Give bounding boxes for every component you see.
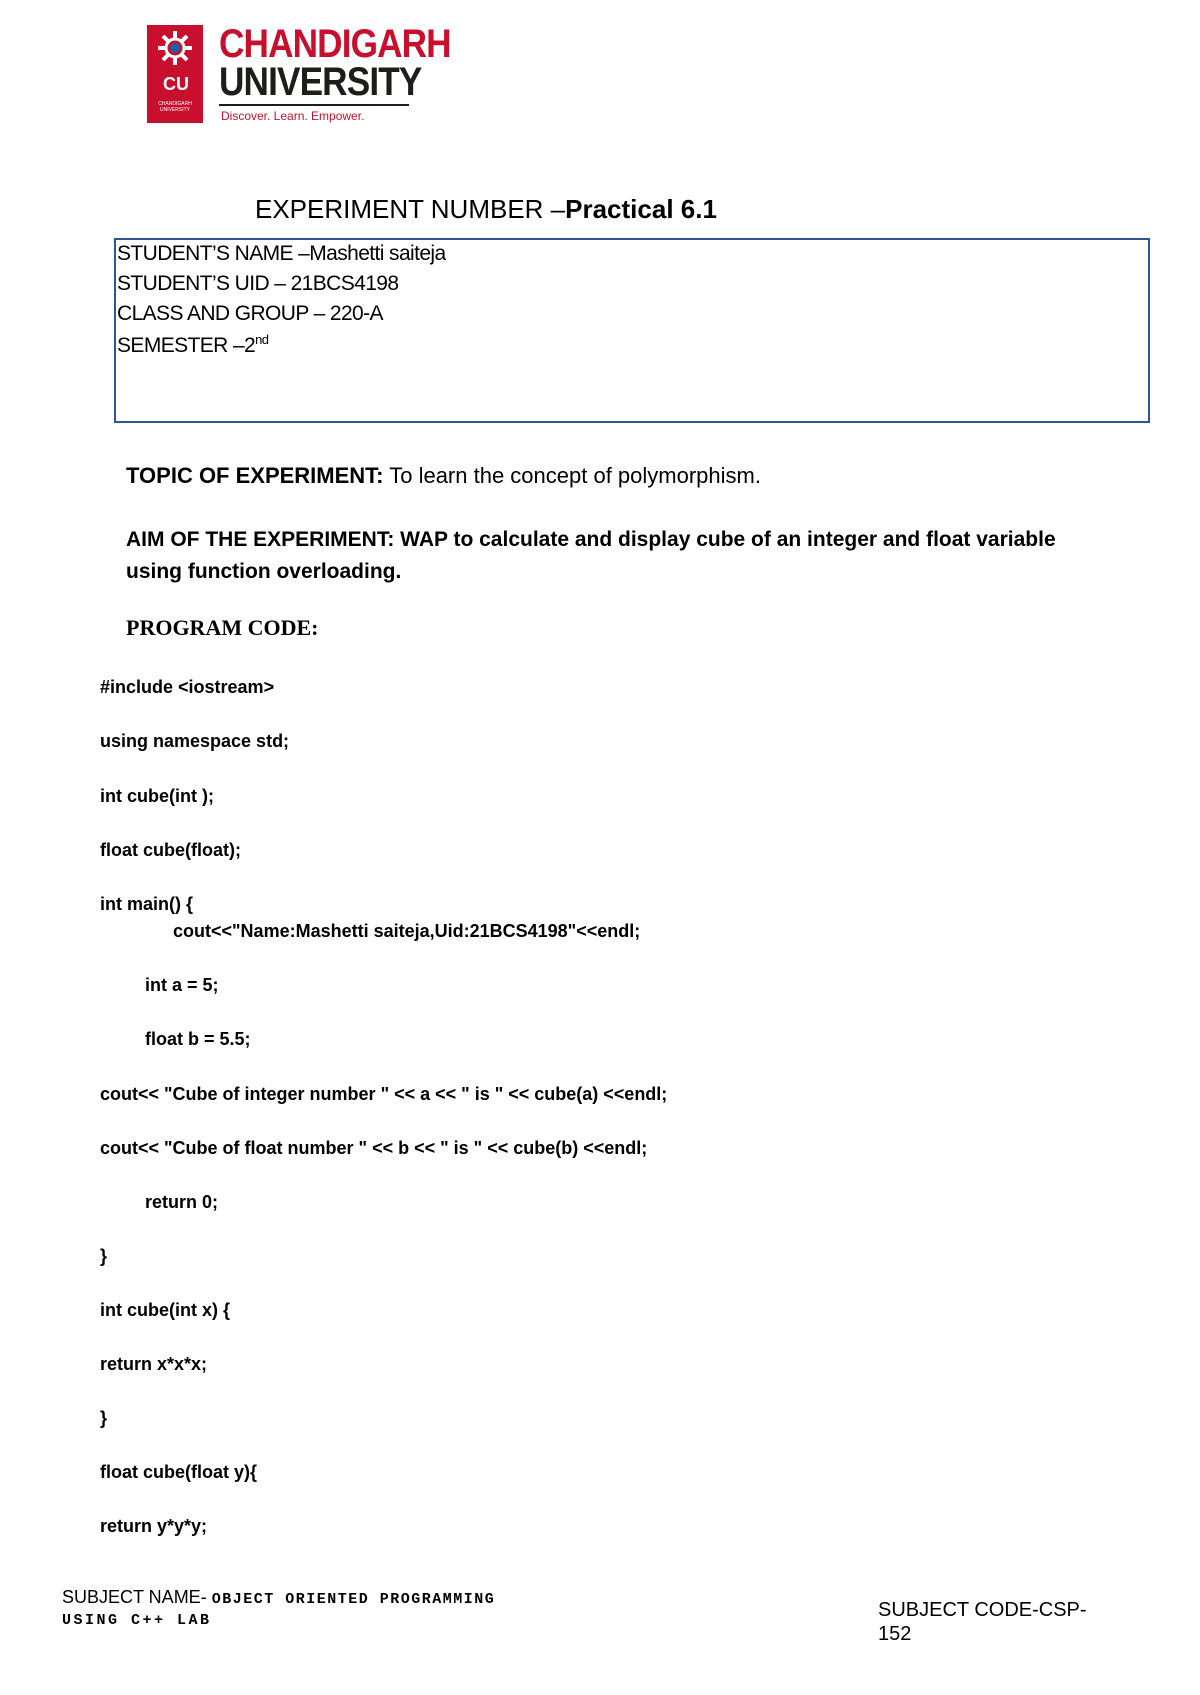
code-line: using namespace std; [100, 731, 290, 751]
subject-name-label: SUBJECT NAME- [62, 1587, 212, 1607]
semester-text: SEMESTER –2 [117, 334, 256, 357]
code-line: float cube(float y){ [100, 1462, 258, 1482]
code-line: return 0; [145, 1192, 219, 1212]
program-code-heading: PROGRAM CODE: [126, 615, 319, 640]
code-line: int a = 5; [145, 975, 219, 995]
subject-code-line1: SUBJECT CODE-CSP- [878, 1599, 1087, 1621]
code-line: float b = 5.5; [145, 1029, 251, 1049]
code-line: int cube(int x) { [100, 1300, 230, 1320]
aim-of-experiment: AIM OF THE EXPERIMENT: WAP to calculate and display cube of an integer and float variable using function overloading. [126, 528, 1056, 583]
code-line: return y*y*y; [100, 1516, 208, 1536]
logo-name-line2: UNIVERSITY [219, 60, 422, 104]
code-line: } [100, 1246, 108, 1266]
subject-name-continued: USING C++ LAB [62, 1612, 212, 1629]
semester [117, 332, 268, 358]
code-line: cout<< "Cube of integer number " << a << " is " << cube(a) <<endl; [100, 1084, 668, 1104]
subject-name [62, 1586, 495, 1608]
gear-icon [156, 29, 194, 67]
logo-divider [219, 104, 409, 106]
experiment-title-prefix: EXPERIMENT NUMBER – [255, 194, 566, 224]
experiment-title [255, 194, 717, 225]
code-line: } [100, 1408, 108, 1428]
logo-emblem-caption: CHANDIGARH UNIVERSITY [158, 101, 192, 113]
subject-code [878, 1598, 1128, 1646]
topic-text: To learn the concept of polymorphism. [383, 463, 761, 488]
student-uid: STUDENT’S UID – 21BCS4198 [117, 272, 399, 295]
topic-label: TOPIC OF EXPERIMENT: [126, 463, 384, 488]
logo-name-line1: CHANDIGARH [219, 22, 451, 66]
subject-code-line2: 152 [878, 1623, 912, 1645]
code-line: #include <iostream> [100, 677, 275, 697]
student-name: STUDENT’S NAME –Mashetti saiteja [117, 242, 446, 265]
code-line: cout<<"Name:Mashetti saiteja,Uid:21BCS4198"<<endl; [173, 921, 641, 941]
topic-of-experiment [126, 463, 761, 489]
logo-cu-text: CU [163, 74, 189, 94]
code-line: cout<< "Cube of float number " << b << " is " << cube(b) <<endl; [100, 1138, 648, 1158]
code-line: float cube(float); [100, 840, 241, 860]
code-line: return x*x*x; [100, 1354, 208, 1374]
code-line: int cube(int ); [100, 786, 214, 806]
class-and-group: CLASS AND GROUP – 220-A [117, 302, 383, 325]
logo-tagline: Discover. Learn. Empower. [221, 109, 365, 123]
subject-name-value: OBJECT ORIENTED PROGRAMMING [211, 1591, 496, 1608]
code-line: int main() { [100, 894, 193, 914]
experiment-title-value: Practical 6.1 [565, 194, 717, 224]
semester-suffix: nd [255, 332, 269, 347]
